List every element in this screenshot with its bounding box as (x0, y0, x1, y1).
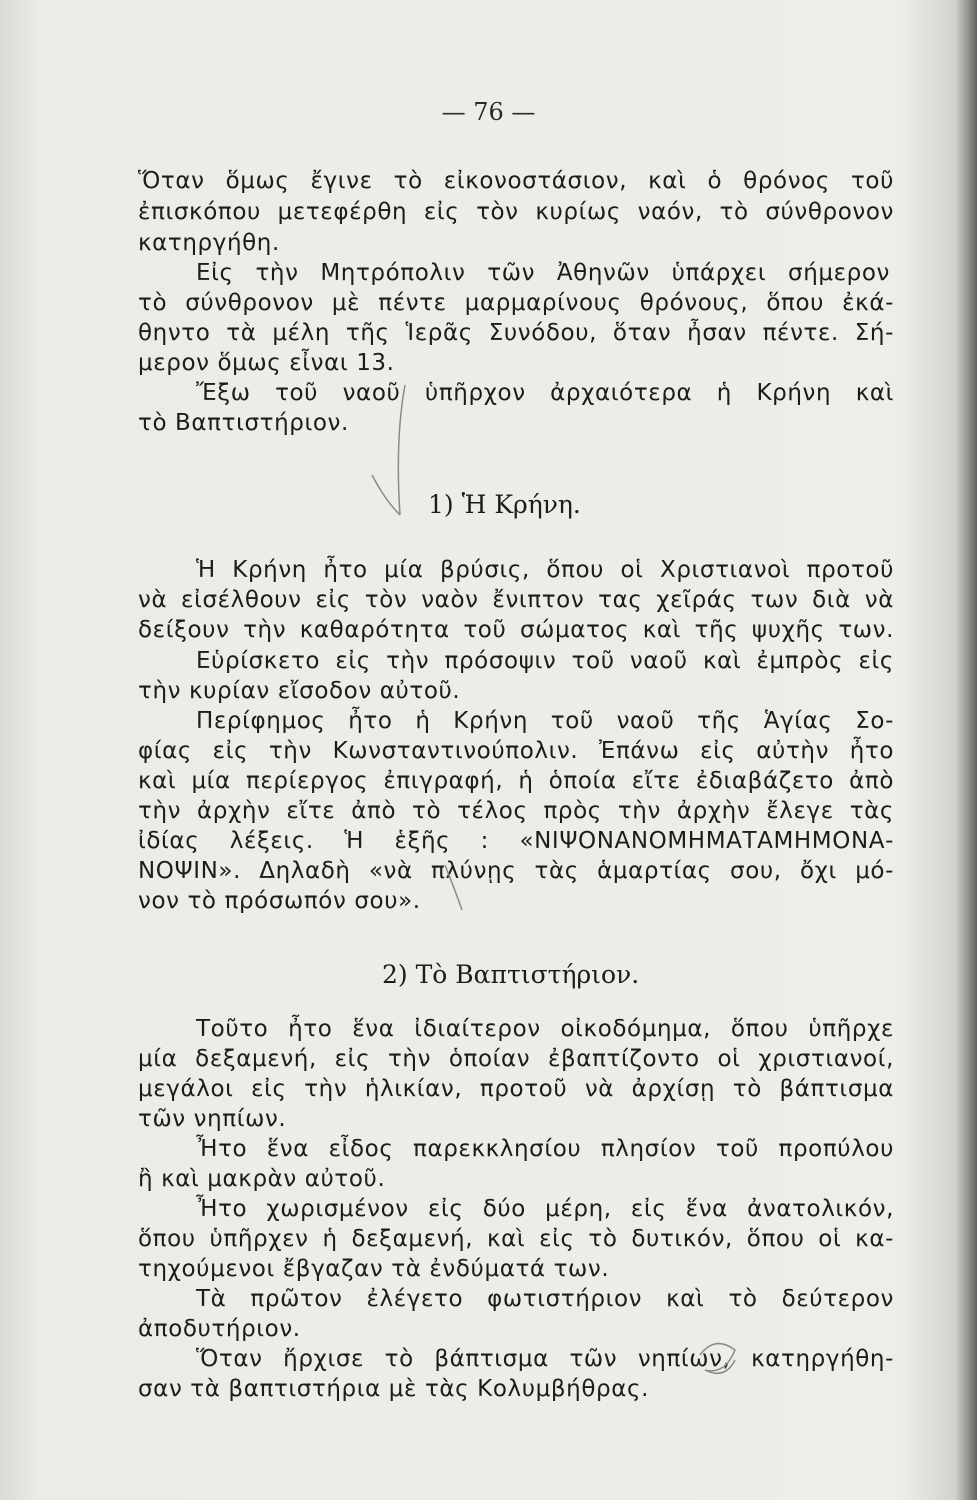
text-line: Περίφημος ἦτο ἡ Κρήνη τοῦ ναοῦ τῆς Ἁγίας Σο- (196, 708, 894, 734)
text-line: τὸ Βαπτιστήριον. (138, 410, 349, 436)
text-line: ἀποδυτήριον. (138, 1316, 301, 1342)
text-line: Εἰς τὴν Μητρόπολιν τῶν Ἀθηνῶν ὑπάρχει σήμερον (196, 260, 890, 286)
text-line: μεγάλοι εἰς τὴν ἡλικίαν, προτοῦ νὰ ἀρχίσῃ τὸ βάπτισμα (138, 1076, 894, 1102)
text-line: κατηργήθη. (138, 230, 280, 256)
text-line: νον τὸ πρόσωπόν σου». (138, 888, 421, 914)
text-line: τὴν κυρίαν εἴσοδον αὐτοῦ. (138, 678, 461, 704)
text-line: τὴν ἀρχὴν εἴτε ἀπὸ τὸ τέλος πρὸς τὴν ἀρχὴν ἔλεγε τὰς (138, 798, 894, 824)
text-line: Ὅταν ὅμως ἔγινε τὸ εἰκονοστάσιον, καὶ ὁ θρόνος τοῦ (138, 168, 894, 194)
text-line: Τὰ πρῶτον ἐλέγετο φωτιστήριον καὶ τὸ δεύτερον (196, 1286, 894, 1312)
text-line: Ἔξω τοῦ ναοῦ ὑπῆρχον ἀρχαιότερα ἡ Κρήνη καὶ (196, 380, 894, 406)
text-line: Ἡ Κρήνη ἦτο μία βρύσις, ὅπου οἱ Χριστιανοὶ προτοῦ (196, 557, 894, 583)
text-line: μία δεξαμενή, εἰς τὴν ὁποίαν ἐβαπτίζοντο οἱ χριστιανοί, (138, 1046, 894, 1072)
text-line: ἢ καὶ μακρὰν αὐτοῦ. (138, 1166, 386, 1192)
text-line: ΝΟΨΙΝ». Δηλαδὴ «νὰ πλύνῃς τὰς ἁμαρτίας σου, ὄχι μό- (138, 858, 894, 884)
text-line: Ὅταν ἤρχισε τὸ βάπτισμα τῶν νηπίων, κατηργήθη- (196, 1346, 894, 1372)
text-line: τῶν νηπίων. (138, 1106, 287, 1132)
text-line: ἰδίας λέξεις. Ἡ ἑξῆς : «ΝΙΨΟΝΑΝΟΜΗΜΑΤΑΜΗΜΟΝΑ- (138, 828, 894, 854)
text-line: Ἦτο χωρισμένον εἰς δύο μέρη, εἰς ἕνα ἀνατολικόν, (196, 1196, 894, 1222)
text-line: θηντο τὰ μέλη τῆς Ἱερᾶς Συνόδου, ὅταν ἦσαν πέντε. Σή- (138, 320, 894, 346)
pencil-check-icon (445, 865, 462, 910)
text-line: νὰ εἰσέλθουν εἰς τὸν ναὸν ἔνιπτον τας χεῖράς των διὰ νὰ (138, 587, 894, 613)
text-line: τηχούμενοι ἔβγαζαν τὰ ἐνδύματά των. (138, 1256, 610, 1282)
text-line: μερον ὅμως εἶναι 13. (138, 350, 395, 376)
text-line: φίας εἰς τὴν Κωνσταντινούπολιν. Ἐπάνω εἰς αὐτὴν ἦτο (138, 738, 894, 764)
section-heading: 2) Τὸ Βαπτιστήριον. (382, 960, 640, 989)
pencil-check-icon (372, 475, 400, 515)
text-line: Ἦτο ἕνα εἶδος παρεκκλησίου πλησίον τοῦ προπύλου (196, 1136, 894, 1162)
section-heading: 1) Ἡ Κρήνη. (428, 490, 581, 519)
pencil-check-icon (398, 385, 405, 515)
text-line: ὅπου ὑπῆρχεν ἡ δεξαμενή, καὶ εἰς τὸ δυτικόν, ὅπου οἱ κα- (138, 1226, 894, 1252)
text-line: καὶ μία περίεργος ἐπιγραφή, ἡ ὁποία εἴτε ἐδιαβάζετο ἀπὸ (138, 768, 894, 794)
text-line: δείξουν τὴν καθαρότητα τοῦ σώματος καὶ τῆς ψυχῆς των. (138, 617, 894, 643)
text-line: τὸ σύνθρονον μὲ πέντε μαρμαρίνους θρόνους, ὅπου ἐκά- (138, 290, 894, 316)
text-line: Εὑρίσκετο εἰς τὴν πρόσοψιν τοῦ ναοῦ καὶ ἐμπρὸς εἰς (196, 648, 894, 674)
text-line: Τοῦτο ἦτο ἕνα ἰδιαίτερον οἰκοδόμημα, ὅπου ὑπῆρχε (196, 1016, 894, 1042)
page-number: — 76 — (441, 98, 536, 126)
text-line: ἐπισκόπου μετεφέρθη εἰς τὸν κυρίως ναόν, τὸ σύνθρονον (138, 199, 894, 225)
pencil-scribble-icon (700, 1344, 735, 1374)
text-line: σαν τὰ βαπτιστήρια μὲ τὰς Κολυμβήθρας. (138, 1376, 649, 1402)
